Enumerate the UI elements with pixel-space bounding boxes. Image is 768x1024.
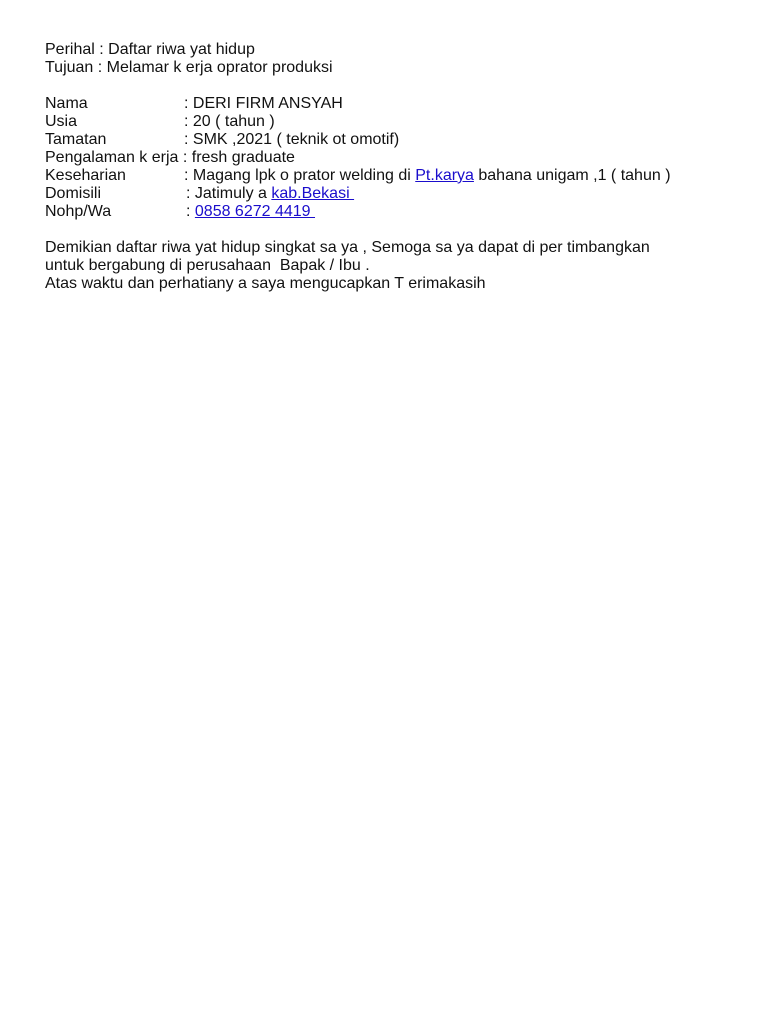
company-link[interactable]: Pt.karya — [415, 167, 474, 184]
field-label-usia: Usia — [45, 113, 78, 130]
spacer — [45, 77, 745, 95]
spacer — [45, 221, 745, 239]
keseharian-prefix: : Magang lpk o prator welding di — [184, 167, 416, 184]
field-nohp — [45, 203, 745, 221]
field-label-pengalaman: Pengalaman k erja — [45, 149, 179, 166]
field-label-nama: Nama — [45, 95, 88, 112]
field-tamatan — [45, 131, 745, 149]
location-link[interactable]: kab.Bekasi — [271, 185, 355, 202]
field-domisili — [45, 185, 745, 203]
nohp-prefix: : — [186, 203, 195, 220]
subject-line: Perihal : Daftar riwa yat hidup — [45, 41, 255, 58]
field-value-nohp — [184, 203, 315, 221]
field-keseharian — [45, 167, 745, 185]
keseharian-suffix: bahana unigam ,1 ( tahun ) — [473, 167, 671, 184]
field-value-tamatan: : SMK ,2021 ( teknik ot omotif) — [184, 131, 400, 148]
purpose-line: Tujuan : Melamar k erja oprator produksi — [45, 59, 333, 76]
closing-line-3: Atas waktu dan perhatiany a saya mengucapkan T erimakasih — [45, 275, 486, 292]
closing-line-1: Demikian daftar riwa yat hidup singkat sa ya , Semoga sa ya dapat di per timbangkan — [45, 239, 650, 256]
field-value-nama: : DERI FIRM ANSYAH — [184, 95, 343, 112]
field-label-tamatan: Tamatan — [45, 131, 107, 148]
field-pengalaman — [45, 149, 745, 167]
field-value-pengalaman: : fresh graduate — [178, 149, 295, 166]
field-nama — [45, 95, 745, 113]
field-label-keseharian: Keseharian — [45, 167, 126, 184]
field-value-domisili — [184, 185, 354, 203]
field-value-keseharian — [184, 167, 671, 185]
field-label-domisili: Domisili — [45, 185, 101, 202]
field-label-nohp: Nohp/Wa — [45, 203, 112, 220]
domisili-prefix: : Jatimuly a — [186, 185, 272, 202]
document-body — [45, 41, 745, 293]
field-usia — [45, 113, 745, 131]
field-value-usia: : 20 ( tahun ) — [184, 113, 275, 130]
phone-link[interactable]: 0858 6272 4419 — [194, 203, 316, 220]
closing-line-2: untuk bergabung di perusahaan Bapak / Ibu . — [45, 257, 370, 274]
